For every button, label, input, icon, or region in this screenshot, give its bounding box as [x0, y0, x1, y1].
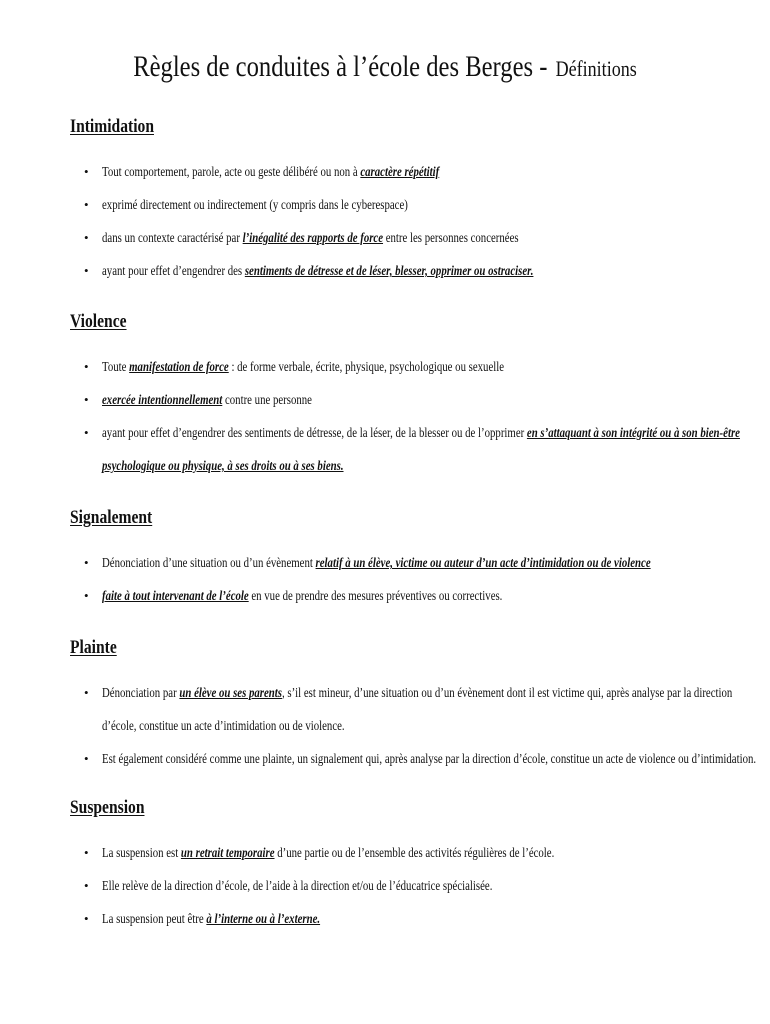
bullet-icon: •: [84, 911, 89, 926]
body-text: La suspension peut être: [102, 911, 207, 926]
bullet-icon: •: [84, 425, 89, 440]
section-heading: Plainte: [70, 637, 117, 658]
list-item-text: [102, 254, 588, 287]
body-text: ayant pour effet d’engendrer des: [102, 263, 245, 278]
bullet-icon: •: [84, 392, 89, 407]
emphasized-text: psychologique ou physique, à ses droits ou à ses biens.: [102, 458, 344, 473]
list-item-text: [102, 383, 588, 416]
list-item: [70, 546, 710, 579]
body-text: Tout comportement, parole, acte ou geste délibéré ou non à: [102, 164, 361, 179]
bullet-icon: •: [84, 588, 89, 603]
list-item: [70, 676, 733, 742]
bullet-icon: •: [84, 878, 89, 893]
list-item: [70, 350, 710, 383]
section-signalement: [70, 506, 710, 612]
bullet-icon: •: [84, 197, 89, 212]
list-item-text: [102, 869, 588, 902]
section-heading: Violence: [70, 311, 127, 332]
body-text: d’une partie ou de l’ensemble des activités régulières de l’école.: [274, 845, 555, 860]
section-heading: Intimidation: [70, 116, 154, 137]
bullet-icon: •: [84, 751, 89, 766]
definition-list: [70, 676, 757, 775]
list-item: [70, 221, 710, 254]
definition-list: [70, 836, 710, 935]
section-heading: Signalement: [70, 507, 153, 528]
body-text: ayant pour effet d’engendrer des sentiments de détresse, de la léser, de la blesser ou de l’opprimer: [102, 425, 527, 440]
list-item-continuation: [102, 449, 588, 482]
emphasized-text: exercée intentionnellement: [102, 392, 223, 407]
bullet-icon: •: [84, 263, 89, 278]
emphasized-text: manifestation de force: [129, 359, 229, 374]
emphasized-text: un retrait temporaire: [180, 845, 275, 860]
list-item: [70, 155, 710, 188]
list-item: [70, 869, 710, 902]
body-text: : de forme verbale, écrite, physique, psychologique ou sexuelle: [228, 359, 505, 374]
list-item-text: [102, 742, 757, 775]
section-violence: [70, 310, 740, 482]
emphasized-text: un élève ou ses parents: [179, 685, 282, 700]
definition-list: [70, 155, 710, 287]
emphasized-text: l’inégalité des rapports de force: [242, 230, 384, 245]
section-suspension: [70, 796, 710, 935]
list-item: [70, 188, 710, 221]
list-item: [70, 416, 740, 482]
page-title-sub: Définitions: [555, 56, 637, 81]
page-title-main: Règles de conduites à l’école des Berges -: [133, 50, 548, 83]
body-text: , s’il est mineur, d’une situation ou d’un évènement dont il est victime qui, après analyse par la direction: [281, 685, 733, 700]
body-text: Dénonciation par: [102, 685, 180, 700]
list-item: [70, 579, 710, 612]
list-item-text: [102, 416, 740, 449]
body-text: entre les personnes concernées: [383, 230, 519, 245]
list-item-continuation: [102, 709, 588, 742]
emphasized-text: faite à tout intervenant de l’école: [102, 588, 249, 603]
bullet-icon: •: [84, 164, 89, 179]
list-item-text: [102, 188, 588, 221]
body-text: Dénonciation d’une situation ou d’un évènement: [102, 555, 316, 570]
emphasized-text: en s’attaquant à son intégrité ou à son bien-être: [526, 425, 740, 440]
bullet-icon: •: [84, 685, 89, 700]
body-text: exprimé directement ou indirectement (y compris dans le cyberespace): [102, 197, 408, 212]
body-text: Toute: [102, 359, 130, 374]
body-text: La suspension est: [102, 845, 181, 860]
list-item-text: [102, 579, 588, 612]
list-item-text: [102, 902, 588, 935]
emphasized-text: caractère répétitif: [360, 164, 440, 179]
emphasized-text: sentiments de détresse et de léser, blesser, opprimer ou ostraciser.: [244, 263, 534, 278]
definition-list: [70, 546, 710, 612]
list-item-text: [102, 350, 588, 383]
bullet-icon: •: [84, 555, 89, 570]
body-text: Est également considéré comme une plainte, un signalement qui, après analyse par la direction d’école, constitue un acte de violence ou d’intimidation.: [102, 751, 757, 766]
list-item: [70, 836, 710, 869]
bullet-icon: •: [84, 845, 89, 860]
body-text: Elle relève de la direction d’école, de l’aide à la direction et/ou de l’éducatrice spécialisée.: [102, 878, 493, 893]
list-item: [70, 902, 710, 935]
body-text: en vue de prendre des mesures préventives ou correctives.: [248, 588, 503, 603]
definition-list: [70, 350, 740, 482]
section-intimidation: [70, 115, 710, 287]
body-text: dans un contexte caractérisé par: [102, 230, 243, 245]
list-item-text: [102, 676, 733, 709]
list-item: [70, 742, 757, 775]
list-item-text: [102, 221, 588, 254]
list-item: [70, 383, 710, 416]
list-item-text: [102, 836, 588, 869]
body-text: d’école, constitue un acte d’intimidation ou de violence.: [102, 718, 345, 733]
list-item: [70, 254, 710, 287]
section-plainte: [70, 636, 757, 775]
bullet-icon: •: [84, 230, 89, 245]
emphasized-text: relatif à un élève, victime ou auteur d’un acte d’intimidation ou de violence: [315, 555, 651, 570]
page-title: [69, 50, 700, 84]
list-item-text: [102, 546, 651, 579]
list-item-text: [102, 155, 588, 188]
body-text: contre une personne: [222, 392, 312, 407]
emphasized-text: à l’interne ou à l’externe.: [206, 911, 321, 926]
section-heading: Suspension: [70, 797, 145, 818]
bullet-icon: •: [84, 359, 89, 374]
